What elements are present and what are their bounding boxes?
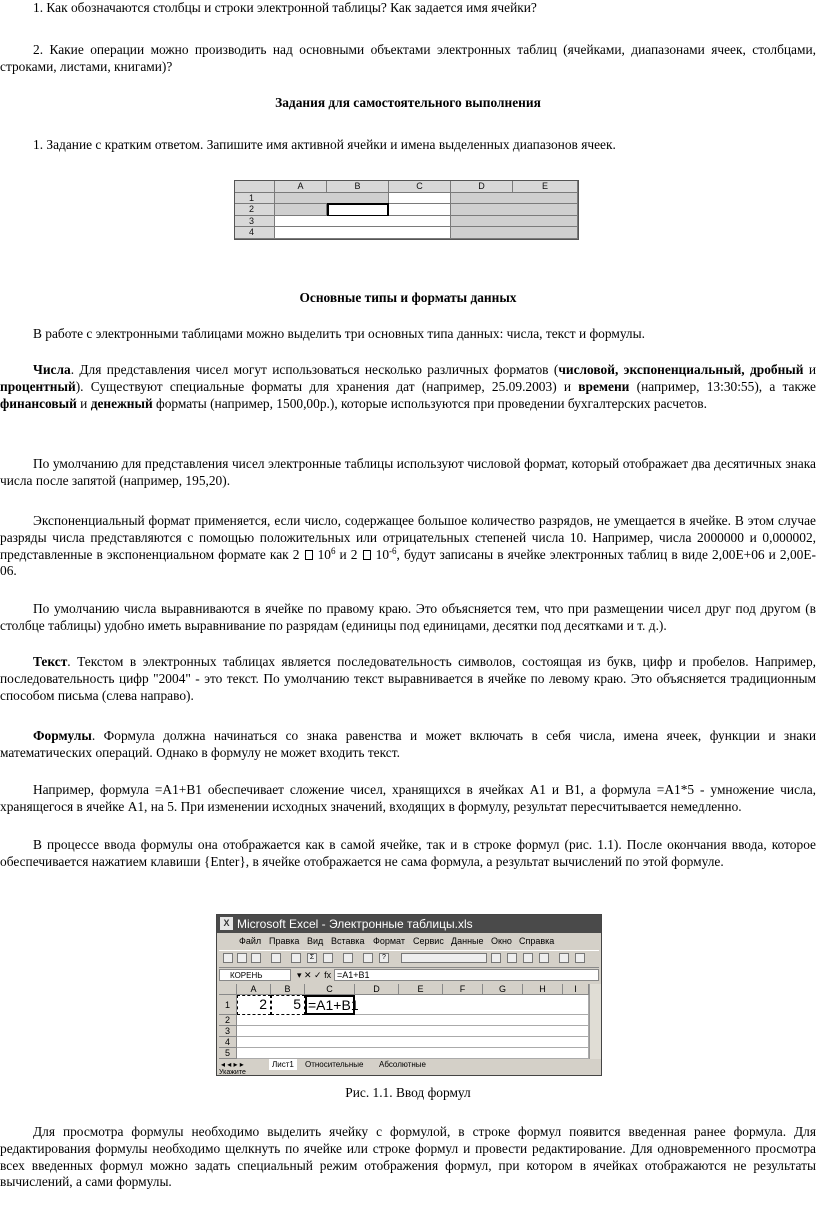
alignment-paragraph: По умолчанию числа выравниваются в ячейке по правому краю. Это объясняется тем, что при размещении чисел друг под другом (в столбце таблицы) удобно иметь выравнивание по разрядам (единицы под единицами, десятки под десятками и т. д.). [0,601,816,633]
numbers-format: числовой, экспоненциальный, дробный [558,362,804,377]
cell-a1[interactable]: 2 [237,995,271,1015]
question-2: 2. Какие операции можно производить над основными объектами электронных таблиц (ячейками, диапазонами ячеек, столбцами, строками, листами, книгами)? [0,42,816,74]
grid-col-header: E [513,181,578,193]
formula-input[interactable]: =A1+B1 [334,969,599,981]
sheet-col-header[interactable]: C [305,984,355,995]
section-heading-text: Основные типы и форматы данных [299,290,517,305]
sheet-row-cells[interactable] [237,1037,589,1048]
menu-item-tools[interactable]: Сервис [413,936,444,946]
merge-icon[interactable] [523,953,533,963]
currency-icon[interactable] [539,953,549,963]
sheet-col-header[interactable]: D [355,984,399,995]
menu-item-view[interactable]: Вид [307,936,324,946]
open-icon[interactable] [237,953,247,963]
exponential-paragraph [0,513,816,580]
excel-window-figure [216,914,602,1076]
view-formulas-paragraph: Для просмотра формулы необходимо выделить ячейку с формулой, в строке формул появится введенная ранее формула. Для редактирования формулы необходимо щелкнуть по ячейке или строке формул и провести редактирование. Для одновременного просмотра всех введенных формул можно задать специальный режим отображения формул, при котором в ячейках отображаются не результаты вычислений, а сами формулы. [0,1124,816,1190]
grid-col-header: B [327,181,389,193]
sheet-row-header[interactable]: 1 [219,995,237,1015]
sheet-col-header[interactable]: I [563,984,589,995]
status-bar: Укажите [219,1069,246,1076]
numbers-text: . Для представления чисел могут использоваться несколько различных форматов ( [70,362,559,377]
sheet-col-header[interactable]: G [483,984,523,995]
grid-cell [389,193,451,204]
sort-icon[interactable] [323,953,333,963]
cell-b1[interactable]: 5 [271,995,305,1015]
exponential-text: и 2 [335,546,362,562]
grid-cell [389,204,451,216]
numbers-format: денежный [90,395,153,411]
numbers-text: форматы (например, 1500,00р.), которые используются при проведении бухгалтерских расчетов. [152,395,707,411]
grid-row-header: 4 [235,227,275,239]
section-heading [0,290,816,307]
grid-selected-range [275,204,327,216]
text-term: Текст [33,654,68,669]
menu-item-data[interactable]: Данные [451,936,484,946]
sheet-row-cells[interactable] [237,1026,589,1037]
exponential-text: Экспоненциальный формат применяется, если число, содержащее большое количество разрядов, не умещается в ячейке. В этом случае разряды числа представляются с помощью положительных или отрицательных степеней числа 10. Например, числа 2000000 и 0,000002, представленные в экспоненциальном формате как 2 [0,513,816,562]
sheet-col-header[interactable]: F [443,984,483,995]
grid-selected-range [451,227,578,239]
borders-icon[interactable] [559,953,569,963]
grid-active-cell [327,203,389,217]
sheet-row-header[interactable]: 3 [219,1026,237,1037]
numbers-paragraph [0,362,816,412]
excel-logo-icon: X [220,917,233,930]
exponent: 6 [330,545,336,556]
formulas-paragraph [0,728,816,762]
menu-item-help[interactable]: Справка [519,936,555,946]
numbers-term: Числа [33,362,71,377]
new-icon[interactable] [223,953,233,963]
excel-menu-bar [217,934,601,949]
exponential-text: , будут записаны в ячейке электронных таблиц в виде 2,00E+06 и 2,00E-06. [0,546,816,579]
excel-title-bar [217,915,601,933]
undo-icon[interactable] [271,953,281,963]
formula-example-paragraph: Например, формула =A1+B1 обеспечивает сложение чисел, хранящихся в ячейках A1 и B1, а формула =A1*5 - умножение числа, хранящегося в ячейке A1, на 5. При изменении исходных значений, входящих в формулу, результат пересчитывается немедленно. [0,782,816,814]
numbers-format: финансовый [0,395,77,411]
text-body: . Текстом в электронных таблицах является последовательность символов, состоящая из букв, цифр и пробелов. Например, последовательность цифр "2004" - это текст. По умолчанию текст выравнивается в ячейке по левому краю. Это объясняется традиционным способом письма (слева направо). [0,654,816,703]
bold-icon[interactable] [491,953,501,963]
vertical-scrollbar[interactable] [589,984,601,1059]
sheet-corner[interactable] [219,984,237,995]
exponent: -6 [389,545,397,556]
numbers-format: процентный [0,378,76,394]
tasks-heading-text: Задания для самостоятельного выполнения [275,95,541,110]
chart-icon[interactable] [343,953,353,963]
sheet-col-header[interactable]: H [523,984,563,995]
font-select[interactable] [401,953,487,963]
grid-row-header: 3 [235,216,275,227]
grid-selected-range [451,193,578,204]
exponential-text: 10 [313,546,331,562]
sheet-tab-active[interactable]: Лист1 [269,1059,297,1070]
numbers-text: и [803,362,816,377]
task-1: 1. Задание с кратким ответом. Запишите имя активной ячейки и имена выделенных диапазонов ячеек. [33,137,616,152]
menu-item-insert[interactable]: Вставка [331,936,365,946]
numbers-text: (например, 13:30:55), а также [629,378,816,394]
sheet-row-cells[interactable] [355,995,589,1015]
numbers-text: и [76,395,91,411]
grid-col-header: A [275,181,327,193]
grid-col-header: C [389,181,451,193]
hyperlink-icon[interactable] [291,953,301,963]
grid-selected-range [451,216,578,227]
multiply-box-glyph [363,550,371,560]
menu-item-window[interactable]: Окно [491,936,512,946]
sheet-row-header[interactable]: 5 [219,1048,237,1059]
sheet-col-header[interactable]: E [399,984,443,995]
menu-item-file[interactable]: Файл [239,936,262,946]
cell-c1-active[interactable]: =A1+B1 [305,995,355,1015]
tab-nav-arrows-icon[interactable]: ◂ ◂ ▸ ▸ [221,1060,244,1069]
sheet-tab[interactable]: Абсолютные [379,1060,426,1069]
fill-color-icon[interactable] [575,953,585,963]
excel-toolbar [219,950,599,968]
default-format-paragraph: По умолчанию для представления чисел электронные таблицы используют числовой формат, который отображает два десятичных знака числа после запятой (например, 195,20). [0,456,816,488]
grid-cell [275,227,451,239]
exponential-text: 10 [371,546,390,562]
autosum-icon[interactable]: Σ [307,953,317,963]
grid-col-header: D [451,181,513,193]
numbers-format: времени [578,378,630,394]
sheet-row-cells[interactable] [237,1048,589,1059]
grid-cell [275,216,451,227]
align-icon[interactable] [507,953,517,963]
excel-sheet-grid[interactable] [219,984,589,1059]
grid-corner [235,181,275,193]
sheet-col-header[interactable]: A [237,984,271,995]
help-icon[interactable]: ? [379,953,389,963]
sheet-row-header[interactable]: 4 [219,1037,237,1048]
sheet-row-header[interactable]: 2 [219,1015,237,1026]
figure-caption: Рис. 1.1. Ввод формул [345,1085,471,1100]
grid-row-header: 2 [235,204,275,216]
text-paragraph [0,654,816,704]
menu-item-edit[interactable]: Правка [269,936,300,946]
menu-item-format[interactable]: Формат [373,936,405,946]
formula-input-paragraph: В процессе ввода формулы она отображается как в самой ячейке, так и в строке формул (рис. 1.1). После окончания ввода, которое обеспечивается нажатием клавиши {Enter}, в ячейке отображается не сама формула, а результат вычислений по этой формуле. [0,837,816,869]
save-icon[interactable] [251,953,261,963]
formulas-body: . Формула должна начинаться со знака равенства и может включать в себя числа, имена ячеек, функции и знаки математических операций. Однако в формулу не может входить текст. [0,728,816,760]
excel-window-title: Microsoft Excel - Электронные таблицы.xls [237,917,473,931]
formula-bar-symbols[interactable]: ▾ ✕ ✓ fx [297,970,332,980]
multiply-box-glyph [305,550,313,560]
question-1: 1. Как обозначаются столбцы и строки электронной таблицы? Как задается имя ячейки? [33,0,537,15]
grid-row-header: 1 [235,193,275,204]
excel-formula-bar [219,968,599,983]
zoom-icon[interactable] [363,953,373,963]
sheet-col-header[interactable]: B [271,984,305,995]
spreadsheet-grid-figure [234,180,579,240]
sheet-row-cells[interactable] [237,1015,589,1026]
numbers-text: ). Существуют специальные форматы для хранения дат (например, 25.09.2003) и [75,378,579,394]
tasks-heading [0,95,816,112]
name-box[interactable]: КОРЕНЬ [219,969,291,981]
grid-selected-range [451,204,578,216]
section-intro: В работе с электронными таблицами можно выделить три основных типа данных: числа, текст и формулы. [33,326,645,341]
formulas-term: Формулы [33,728,92,743]
sheet-tab[interactable]: Относительные [305,1060,364,1069]
